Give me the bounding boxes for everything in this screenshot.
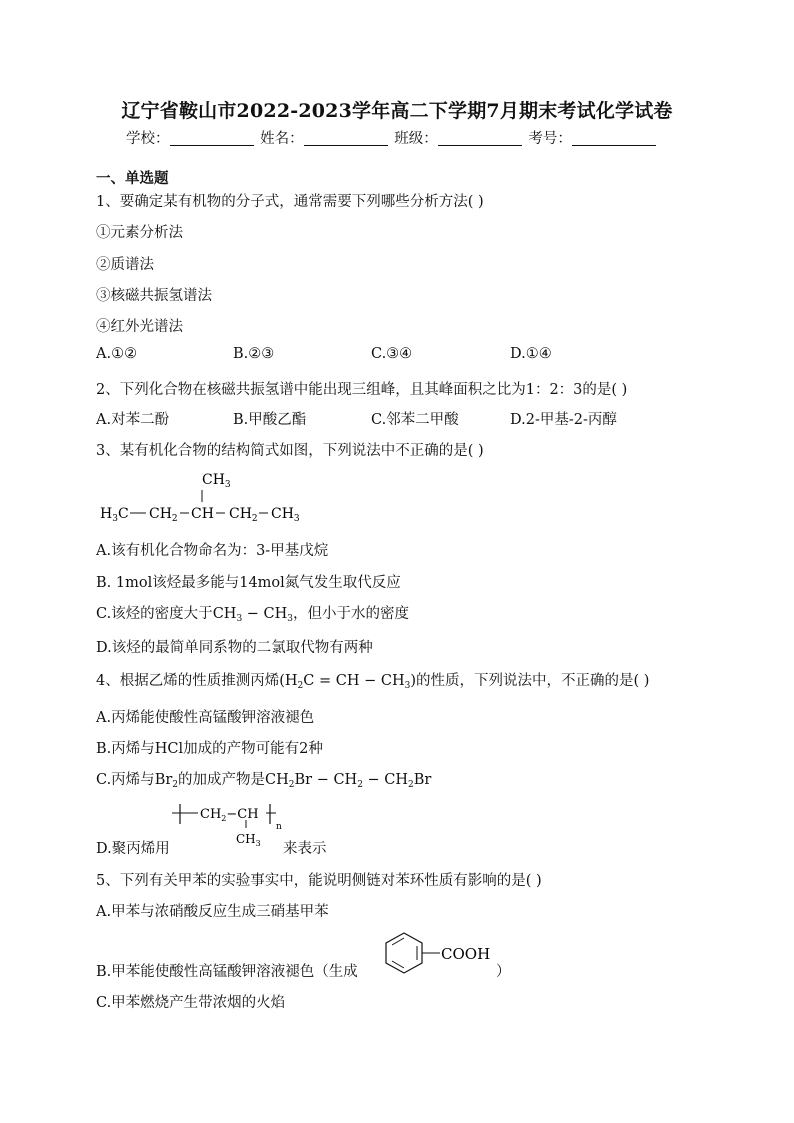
svg-text:CH: CH	[191, 506, 214, 522]
name-blank[interactable]	[304, 131, 388, 146]
q4-option-d-suffix: 来表示	[283, 841, 327, 857]
section-heading: 一、单选题	[96, 170, 169, 187]
svg-text:H3C: $H_3C$	[100, 506, 129, 524]
benzoic-acid-structure	[380, 930, 504, 978]
q1-item-2: ②质谱法	[96, 257, 154, 273]
q3-option-c[interactable]: C.该烃的密度大于$CH_3 - CH_3$，但小于水的密度	[96, 606, 410, 624]
q5-option-b[interactable]: B.甲苯能使酸性高锰酸钾溶液褪色（生成	[96, 964, 358, 980]
q5-option-b-close: ）	[496, 964, 511, 980]
methyl-branch-label: $CH_3$	[202, 472, 231, 490]
q1-option-c[interactable]: C.③④	[371, 346, 413, 362]
q5-option-c[interactable]: C.甲苯燃烧产生带浓烟的火焰	[96, 995, 286, 1011]
q3-stem: 3、某有机化合物的结构简式如图，下列说法中不正确的是( )	[96, 443, 484, 459]
svg-text:CH2: $CH_2$	[229, 506, 258, 524]
svg-text:CH2: $CH_2$	[149, 506, 178, 524]
degree-of-polymerization: n	[276, 822, 282, 832]
q3-option-b[interactable]: B. 1mol该烃最多能与14mol氮气发生取代反应	[96, 575, 401, 591]
dibromopropane-formula: $CH_2Br - CH_2 - CH_2Br$	[265, 772, 432, 790]
q1-option-b[interactable]: B.②③	[233, 346, 275, 362]
bromine-formula: $Br_2$	[154, 772, 179, 790]
student-info-row	[126, 127, 658, 148]
q3-option-a[interactable]: A.该有机化合物命名为：3-甲基戊烷	[96, 543, 329, 559]
q1-option-a[interactable]: A.①②	[96, 346, 138, 362]
q3-option-d[interactable]: D.该烃的最简单同系物的二氯取代物有两种	[96, 640, 373, 656]
q2-option-d[interactable]: D.2-甲基-2-丙醇	[510, 412, 617, 428]
q4-option-a[interactable]: A.丙烯能使酸性高锰酸钾溶液褪色	[96, 710, 315, 726]
q2-option-a[interactable]: A.对苯二酚	[96, 412, 170, 428]
q1-item-1: ①元素分析法	[96, 225, 183, 241]
q1-stem: 1、要确定某有机物的分子式，通常需要下列哪些分析方法( )	[96, 194, 484, 210]
class-blank[interactable]	[438, 131, 522, 146]
class-label: 班级：	[394, 131, 438, 147]
q1-item-4: ④红外光谱法	[96, 319, 183, 335]
exam-number-blank[interactable]	[572, 131, 656, 146]
q1-option-d[interactable]: D.①④	[510, 346, 552, 362]
carboxyl-label: COOH	[441, 945, 491, 963]
q4-option-c[interactable]: C.丙烯与$Br_2$的加成产物是$CH_2Br - CH_2 - CH_2Br$	[96, 772, 432, 790]
exam-number-label: 考号：	[528, 131, 572, 147]
q2-stem: 2、下列化合物在核磁共振氢谱中能出现三组峰，且其峰面积之比为1：2：3的是( )	[96, 382, 628, 398]
school-label: 学校：	[126, 131, 170, 147]
q3-structural-formula	[96, 468, 316, 526]
polypropylene-structure	[170, 798, 290, 848]
q5-stem: 5、下列有关甲苯的实验事实中，能说明侧链对苯环性质有影响的是( )	[96, 873, 542, 889]
svg-text:CH3: $CH_3$	[236, 832, 261, 848]
svg-text:CH3: $CH_3$	[271, 506, 300, 524]
name-label: 姓名：	[260, 131, 304, 147]
svg-text:CH2−CH: $CH_2-CH$	[200, 807, 259, 823]
q4-option-b[interactable]: B.丙烯与HCl加成的产物可能有2种	[96, 741, 323, 757]
exam-title: 辽宁省鞍山市2022-2023学年高二下学期7月期末考试化学试卷	[121, 100, 673, 122]
q2-option-b[interactable]: B.甲酸乙酯	[233, 412, 307, 428]
ethane-formula: $CH_3 - CH_3$	[212, 606, 294, 624]
q4-stem: 4、根据乙烯的性质推测丙烯($H_2C$ = CH − $CH_3$)的性质，下列说法中，不正确的是( )	[96, 673, 650, 691]
q4-option-d-label[interactable]: D.聚丙烯用	[96, 841, 170, 857]
q2-option-c[interactable]: C.邻苯二甲酸	[371, 412, 459, 428]
propene-formula: ($H_2C$ = CH − $CH_3$)	[279, 673, 416, 691]
q1-item-3: ③核磁共振氢谱法	[96, 288, 212, 304]
school-blank[interactable]	[170, 131, 254, 146]
q5-option-a[interactable]: A.甲苯与浓硝酸反应生成三硝基甲苯	[96, 904, 329, 920]
